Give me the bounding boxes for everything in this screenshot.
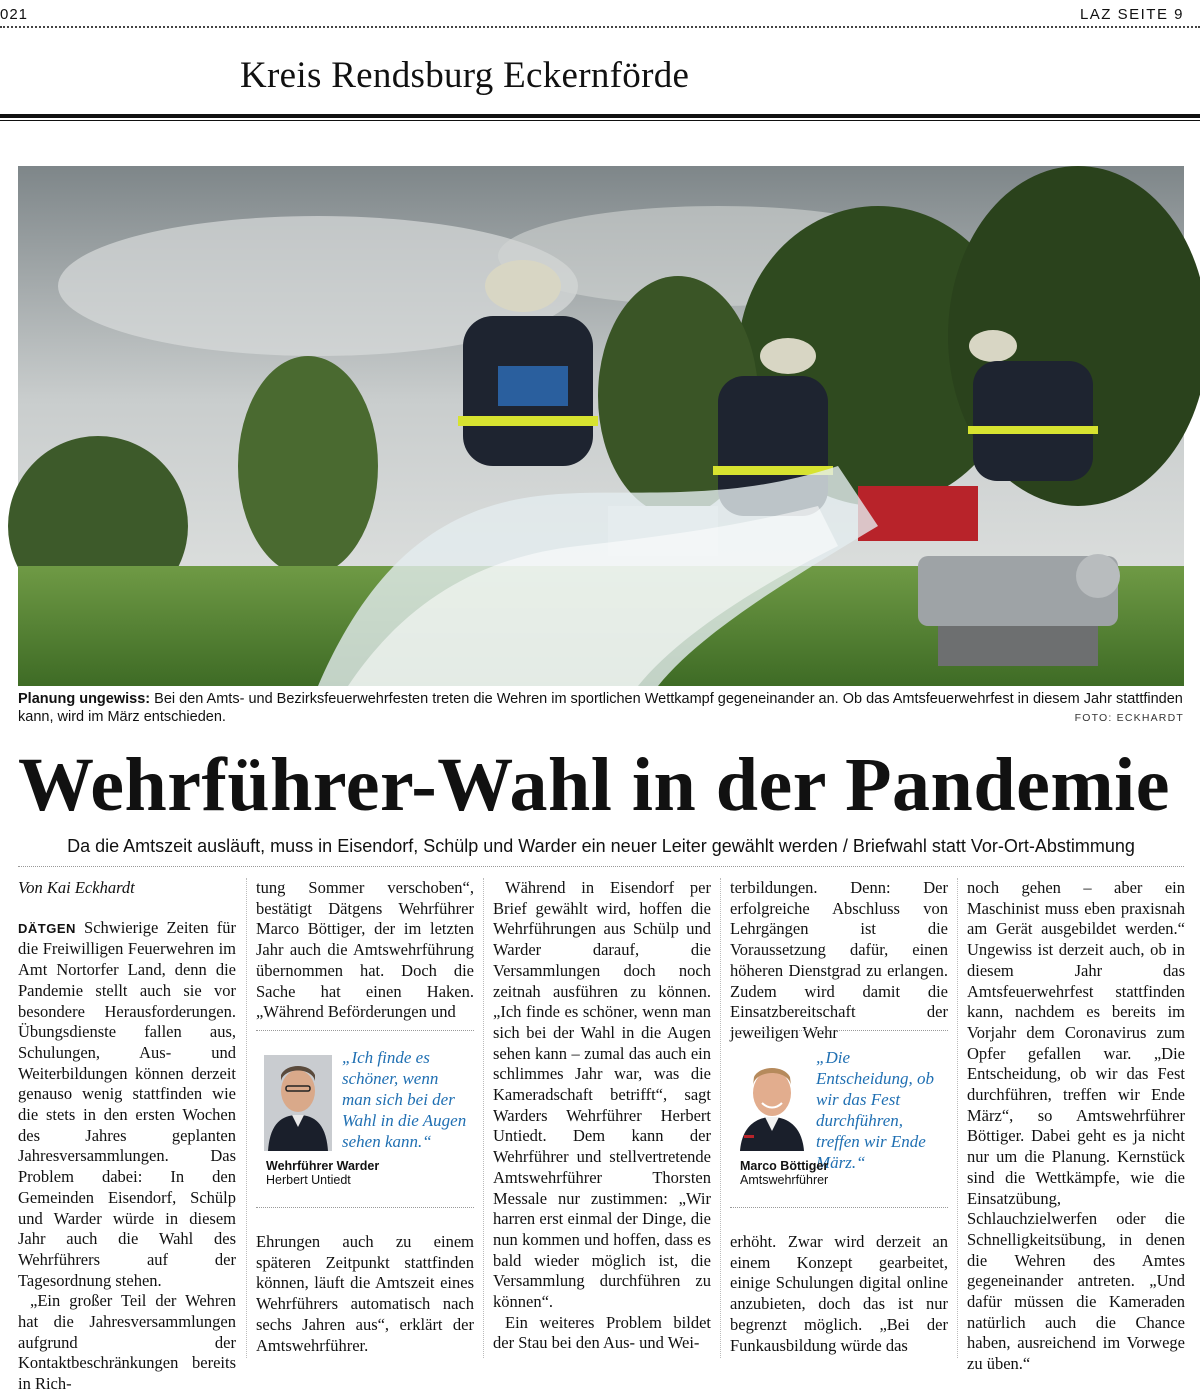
- article-column-2: [256, 878, 474, 1023]
- subheadline: Da die Amtszeit ausläuft, muss in Eisendorf, Schülp und Warder ein neuer Leiter gewählt werden / Briefwahl statt Vor-Ort-Abstimmung: [67, 836, 1135, 856]
- byline: Von Kai Eckhardt: [18, 878, 135, 897]
- headline: Wehrführer-Wahl in der Pandemie: [18, 743, 1170, 827]
- paragraph: Während in Eisendorf per Brief gewählt wird, hoffen die Wehrführungen aus Schülp und Warder darauf, die Versammlungen doch noch zeitnah ausführen zu können. „Ich finde es schöner, wenn man sich bei der Wahl in die Augen sehen kann – zumal das auch ein schlimmes Jahr war, was die Kameradschaft betrifft“, sagt Warders Wehrführer Herbert Untiedt. Dem kann der Wehrführer und stellvertretende Amtswehrführer Thorsten Messale nur zustimmen: „Wir harren erst einmal der Dinge, die nun kommen und hoffen, dass es bald wieder möglich ist, die Versammlung durchführen zu können“.: [493, 878, 711, 1312]
- quote-role: Herbert Untiedt: [266, 1173, 351, 1187]
- section-rule-thin: [0, 120, 1200, 121]
- photo-credit: FOTO: ECKHARDT: [1074, 712, 1184, 724]
- quote-name: Wehrführer Warder: [266, 1159, 380, 1173]
- caption-lead: Planung ungewiss:: [18, 691, 151, 707]
- section-title: Kreis Rendsburg Eckernförde: [240, 55, 690, 96]
- quote-role: Amtswehrführer: [740, 1173, 829, 1187]
- portrait-marco-boettiger: [738, 1055, 806, 1151]
- paragraph: tung Sommer verschoben“, bestätigt Dätgens Wehrführer Marco Böttiger, der im letzten Jahr auch die Amtswehrführung übernommen hat. Doch die Sache hat einen Haken. „Während Beförderungen und: [256, 878, 474, 1022]
- paragraph: „Ein großer Teil der Wehren hat die Jahresversammlungen aufgrund der Kontaktbeschränkungen bereits in Rich-: [18, 1291, 236, 1394]
- paragraph: erhöht. Zwar wird derzeit an einem Konzept gearbeitet, einige Schulungen digital online anzubieten, doch das ist nur begrenzt möglich. „Bei der Funkausbildung würde das: [730, 1232, 948, 1355]
- subhead-divider: [18, 866, 1184, 867]
- article-column-5: [967, 878, 1185, 1375]
- quote-text: „Die Entscheidung, ob wir das Fest durchführen, treffen wir Ende März.“: [816, 1048, 935, 1172]
- column-divider: [246, 878, 247, 1358]
- paragraph: Schwierige Zeiten für die Freiwilligen Feuerwehren im Amt Nortorfer Land, denn die Pandemie stellt auch sie vor besondere Herausforderungen. Übungsdienste fallen aus, Schulungen, Aus- und Weiterbildungen können derzeit genauso wenig stattfinden wie die stets in den ersten Wochen des Jahres geplanten Jahresversammlungen. Das Problem dabei: In den Gemeinden Eisendorf, Schülp und Warder würde in diesem Jahr auch die Wahl des Wehrführers auf der Tagesordnung stehen.: [18, 917, 236, 1290]
- pull-quote-2: [730, 1030, 948, 1208]
- page-number-label: LAZ SEITE 9: [1079, 6, 1184, 23]
- article-column-2-continued: [256, 1232, 474, 1356]
- header-divider: [0, 26, 1200, 28]
- paragraph: terbildungen. Denn: Der erfolgreiche Abschluss von Lehrgängen ist die Voraussetzung dafür, einen höheren Dienstgrad zu erlangen. Zudem wird damit die Einsatzbereitschaft der jeweiligen Wehr: [730, 878, 948, 1042]
- photo-caption: [18, 690, 1184, 726]
- caption-text: Bei den Amts- und Bezirksfeuerwehrfesten treten die Wehren im sportlichen Wettkampf gegeneinander an. Ob das Amtsfeuerwehrfest in diesem Jahr stattfinden kann, wird im März entschieden.: [18, 691, 1183, 725]
- paragraph: noch gehen – aber ein Maschinist muss eben praxisnah am Gerät ausgebildet werden.“ Ungewiss ist derzeit auch, ob in diesem Jahr das Amtsfeuerwehrfest stattfinden kann, nachdem es bereits im Vorjahr dem Coronavirus zum Opfer gefallen war. „Die Entscheidung, ob wir das Fest durchführen, treffen wir Ende März“, so Amtswehrführer Böttiger. Dabei geht es ja nicht nur um die Planung. Kernstück sind die Wettkämpfe, wie die Einsatzübung, Schlauchzielwerfen oder die Schnelligkeitsübung, in denen die Wehren des Amtes gegeneinander antreten. „Und dafür müssen die Kameraden natürlich auch die Chance haben, ausreichend im Vorwege zu üben.“: [967, 878, 1185, 1374]
- column-divider: [720, 878, 721, 1358]
- paragraph: Ehrungen auch zu einem späteren Zeitpunkt stattfinden können, läuft die Amtszeit eines Wehrführers automatisch nach sechs Jahren aus“, erklärt der Amtswehrführer.: [256, 1232, 474, 1355]
- column-divider: [483, 878, 484, 1358]
- article-column-3: [493, 878, 711, 1354]
- lead-photo: [18, 166, 1184, 686]
- dateline: DÄTGEN: [18, 920, 76, 936]
- section-rule-thick: [0, 114, 1200, 118]
- portrait-herbert-untiedt: [264, 1055, 332, 1151]
- paragraph: Ein weiteres Problem bildet der Stau bei den Aus- und Wei-: [493, 1312, 711, 1353]
- quote-text: „Ich finde es schöner, wenn man sich bei der Wahl in die Augen sehen kann.“: [342, 1048, 467, 1151]
- quote-name: Marco Böttiger: [740, 1159, 829, 1173]
- page-date-fragment: 021: [0, 6, 29, 23]
- article-column-1: [18, 878, 236, 1395]
- article-column-4: [730, 878, 948, 1044]
- article-column-4-continued: [730, 1232, 948, 1356]
- pull-quote-1: [256, 1030, 474, 1208]
- column-divider: [957, 878, 958, 1358]
